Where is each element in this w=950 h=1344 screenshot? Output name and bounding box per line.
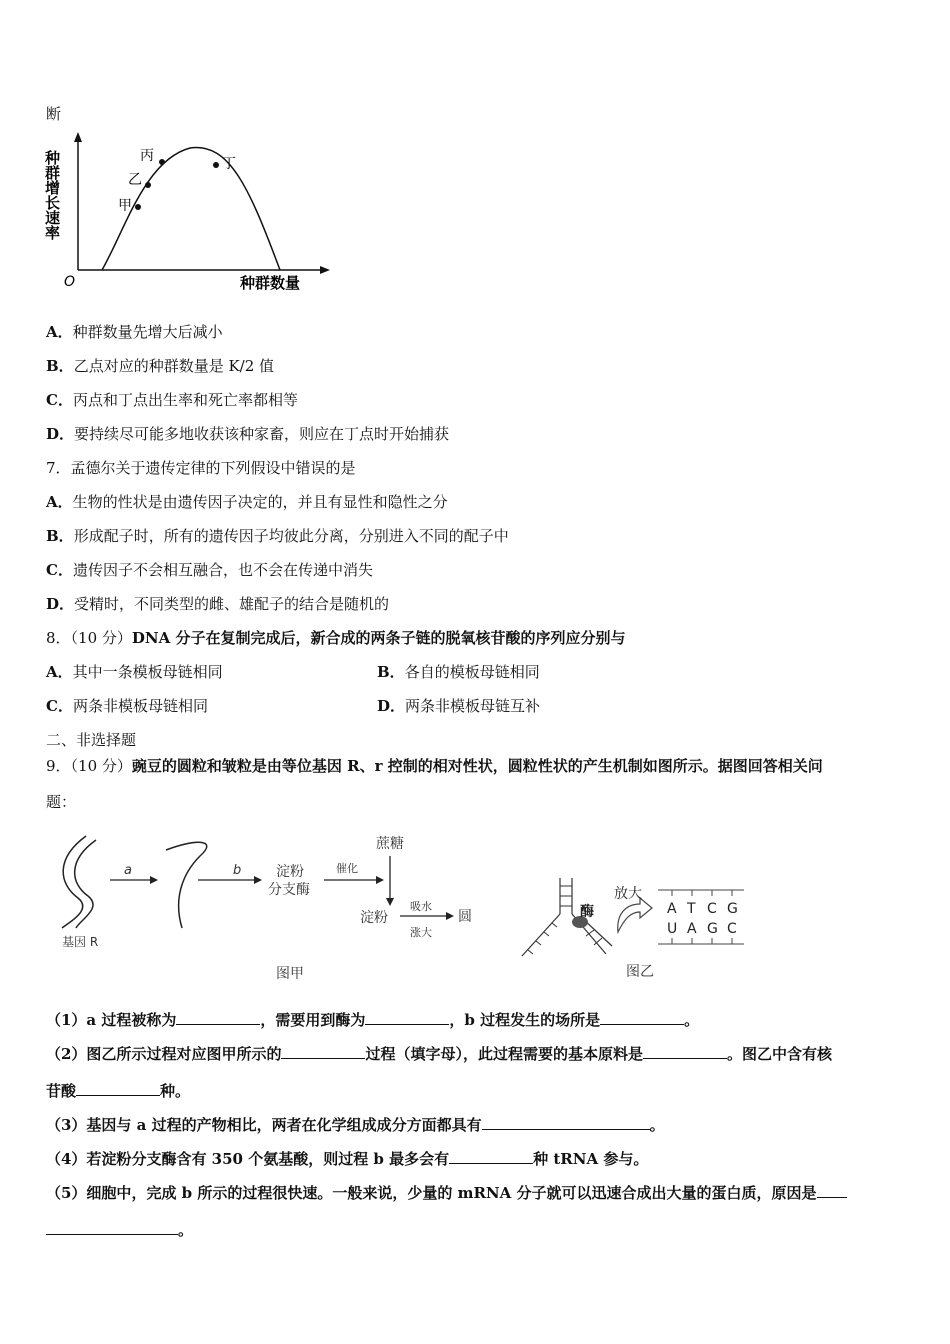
q8-option-d: D．两条非模板母链互补	[377, 697, 541, 715]
sucrose-arrow-head	[386, 898, 394, 906]
point-bing	[159, 159, 165, 165]
point-label-yi: 乙	[128, 172, 142, 188]
round-label: 圆	[458, 909, 472, 925]
q7-option-c: C．遗传因子不会相互融合，也不会在传递中消失	[46, 561, 373, 579]
base-row2-1: U	[667, 921, 678, 937]
point-label-jia: 甲	[118, 198, 132, 214]
q8-option-c: C．两条非模板母链相同	[46, 697, 208, 715]
q9-sub4: （4）若淀粉分支酶含有 350 个氨基酸，则过程 b 最多会有 种 tRNA 参与。	[46, 1150, 649, 1168]
base-row1-4: G	[727, 901, 738, 917]
absorb-arrow-head	[446, 912, 454, 920]
template-strand	[522, 914, 560, 956]
figure-yi-caption: 图乙	[626, 964, 654, 980]
blank-1-1[interactable]	[176, 1010, 260, 1025]
q7-option-a: A．生物的性状是由遗传因子决定的，并且有显性和隐性之分	[46, 493, 448, 511]
point-jia	[135, 204, 141, 210]
blank-1-2[interactable]	[365, 1010, 449, 1025]
y-axis-arrow	[74, 132, 82, 142]
q6-option-c: C．丙点和丁点出生率和死亡率都相等	[46, 391, 298, 409]
figure-jia-caption: 图甲	[276, 966, 304, 982]
point-label-bing: 丙	[140, 148, 154, 164]
previous-text-tail: 断	[46, 105, 62, 123]
label-a: a	[124, 863, 132, 878]
point-ding	[213, 162, 219, 168]
q9-sub3: （3）基因与 a 过程的产物相比，两者在化学组成成分方面都具有 。	[46, 1116, 665, 1134]
base-row1-1: A	[667, 901, 677, 917]
label-b: b	[233, 863, 242, 878]
template-tick-4	[528, 950, 533, 954]
base-row2-3: G	[707, 921, 718, 937]
blank-2-2[interactable]	[643, 1044, 727, 1059]
enlarge-label: 放大	[614, 886, 642, 902]
absorb-label: 吸水	[410, 900, 432, 913]
base-row2-2: A	[687, 921, 697, 937]
blank-2-3[interactable]	[76, 1081, 160, 1096]
enlarge-arrow	[618, 898, 652, 932]
catalyze-label: 催化	[336, 862, 358, 875]
x-axis-label: 种群数量	[240, 274, 301, 292]
template-tick-3	[536, 941, 541, 945]
q9-sub2-cont: 苷酸 种。	[46, 1082, 191, 1100]
sucrose-label: 蔗糖	[376, 836, 404, 852]
x-axis-arrow	[320, 266, 330, 274]
arrow-a-head	[150, 876, 158, 884]
base-row2-4: C	[727, 921, 737, 937]
q8-option-a: A．其中一条模板母链相同	[46, 663, 223, 681]
catalyze-arrow-head	[376, 876, 384, 884]
q9-sub5-cont: 。	[46, 1219, 193, 1240]
arrow-b-head	[254, 876, 262, 884]
q8-option-b: B．各自的模板母链相同	[377, 663, 540, 681]
q8-stem: 8．（10 分）DNA 分子在复制完成后，新合成的两条子链的脱氧核苷酸的序列应分别与	[46, 629, 626, 647]
starch-label: 淀粉	[360, 910, 388, 926]
swell-label: 涨大	[410, 926, 432, 939]
blank-5-1a[interactable]	[817, 1183, 847, 1198]
figure-yi	[516, 874, 756, 984]
point-yi	[145, 182, 151, 188]
point-label-ding: 丁	[222, 156, 236, 172]
q7-option-d: D．受精时，不同类型的雌、雄配子的结合是随机的	[46, 595, 390, 613]
enzyme-label: 酶	[580, 904, 594, 920]
gene-label: 基因 R	[62, 935, 99, 949]
y-axis-label: 种群增长速率	[43, 150, 61, 240]
q9-sub2: （2）图乙所示过程对应图甲所示的 过程（填字母），此过程需要的基本原料是 。图乙中含有核	[46, 1045, 832, 1063]
q6-option-a: A．种群数量先增大后减小	[46, 323, 223, 341]
origin-label: O	[64, 274, 76, 290]
mrna-strand	[166, 842, 207, 928]
enzyme-label-line2: 分支酶	[268, 882, 310, 898]
base-row1-3: C	[707, 901, 717, 917]
blank-1-3[interactable]	[600, 1010, 684, 1025]
enzyme-label-line1: 淀粉	[276, 864, 304, 880]
population-growth-graph	[40, 130, 340, 295]
q9-sub5: （5）细胞中，完成 b 所示的过程很快速。一般来说，少量的 mRNA 分子就可以迅速合成出大量的蛋白质，原因是	[46, 1182, 847, 1203]
section-heading: 二、非选择题	[46, 731, 137, 749]
q6-option-d: D．要持续尽可能多地收获该种家畜，则应在丁点时开始捕获	[46, 425, 450, 443]
q7-stem: 7．孟德尔关于遗传定律的下列假设中错误的是	[46, 459, 356, 477]
base-row1-2: T	[687, 901, 696, 917]
q6-option-b: B．乙点对应的种群数量是 K/2 值	[46, 357, 275, 375]
blank-4-1[interactable]	[449, 1149, 533, 1164]
figure-jia	[48, 828, 488, 988]
q9-stem: 9．（10 分）豌豆的圆粒和皱粒是由等位基因 R、r 控制的相对性状，圆粒性状的产生机制如图所示。据图回答相关问	[46, 757, 823, 775]
blank-2-1[interactable]	[281, 1044, 365, 1059]
blank-5-1b[interactable]	[46, 1220, 178, 1235]
template-tick-2	[544, 932, 549, 936]
q9-sub1: （1）a 过程被称为 ，需要用到酶为 ，b 过程发生的场所是 。	[46, 1011, 700, 1029]
gene-dna-strand-1	[62, 836, 86, 928]
blank-3-1[interactable]	[482, 1115, 650, 1130]
q7-option-b: B．形成配子时，所有的遗传因子均彼此分离，分别进入不同的配子中	[46, 527, 509, 545]
q9-stem-line2: 题：	[46, 793, 77, 811]
template-tick-1	[552, 923, 557, 927]
